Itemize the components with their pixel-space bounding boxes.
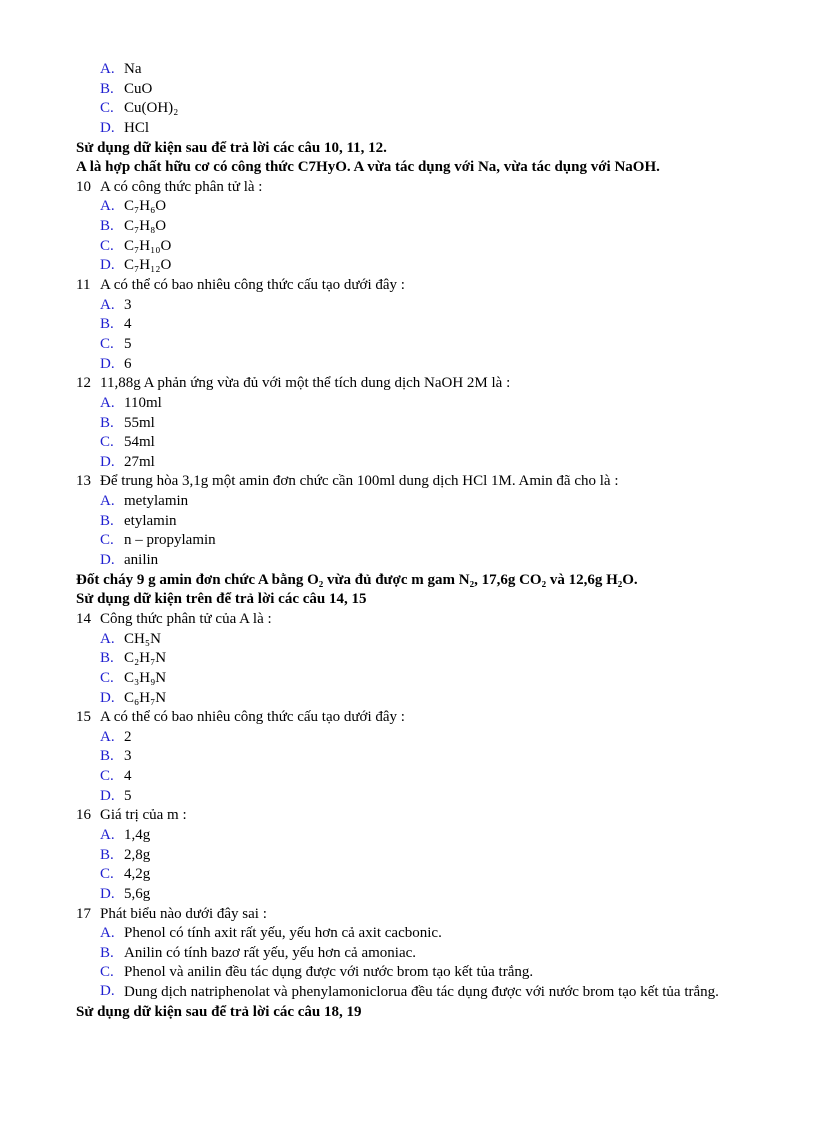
option-text: 55ml — [124, 414, 155, 431]
option-text: 4,2g — [124, 866, 151, 883]
option-text: 4 — [124, 768, 132, 785]
instruction-18-19: Sử dụng dữ kiện sau để trả lời các câu 18, 19 — [76, 1003, 362, 1020]
option-text: 5 — [124, 335, 132, 352]
option-text: Cu(OH)₂ — [124, 100, 179, 117]
option-letter: A. — [100, 630, 115, 647]
option-text: 2,8g — [124, 846, 151, 863]
option-letter: A. — [100, 826, 115, 843]
option-row — [76, 747, 746, 767]
option-row — [76, 492, 746, 512]
option-text: C₆H₇N — [124, 689, 167, 706]
question-text: Để trung hòa 3,1g một amin đơn chức cần 100ml dung dịch HCl 1M. Amin đã cho là : — [100, 473, 619, 490]
question-text: 11,88g A phản ứng vừa đủ với một thể tích dung dịch NaOH 2M là : — [100, 375, 511, 392]
option-letter: B. — [100, 414, 114, 431]
option-row — [76, 669, 746, 689]
option-row — [76, 649, 746, 669]
question-text: A có thể có bao nhiêu công thức cấu tạo dưới đây : — [100, 277, 405, 294]
question-text: Phát biểu nào dưới đây sai : — [100, 905, 267, 922]
option-letter: B. — [100, 512, 114, 529]
question-stem — [76, 276, 746, 296]
option-text: n – propylamin — [124, 532, 216, 549]
option-text: 1,4g — [124, 826, 151, 843]
option-row — [76, 197, 746, 217]
premise-14-16: Đốt cháy 9 g amin đơn chức A bằng O₂ vừa đủ được m gam N₂, 17,6g CO₂ và 12,6g H₂O. — [76, 571, 638, 588]
option-row — [76, 924, 746, 944]
option-row — [76, 60, 746, 80]
option-row — [76, 944, 746, 964]
question-16 — [76, 806, 746, 904]
option-row — [76, 512, 746, 532]
option-text: 5,6g — [124, 885, 151, 902]
question-number: 17 — [76, 905, 91, 922]
question-stem — [76, 374, 746, 394]
option-letter: C. — [100, 669, 114, 686]
option-text: 5 — [124, 787, 132, 804]
question-text: A có thể có bao nhiêu công thức cấu tạo dưới đây : — [100, 709, 405, 726]
question-14 — [76, 610, 746, 708]
option-row — [76, 256, 746, 276]
option-row — [76, 689, 746, 709]
option-letter: B. — [100, 846, 114, 863]
question-text: Công thức phân tử của A là : — [100, 610, 272, 627]
option-letter: B. — [100, 748, 114, 765]
option-text: 3 — [124, 748, 132, 765]
option-text: 54ml — [124, 434, 155, 451]
question-text: Giá trị của m : — [100, 807, 187, 824]
question-number: 14 — [76, 610, 91, 627]
question-number: 12 — [76, 375, 91, 392]
question-stem — [76, 610, 746, 630]
option-letter: C. — [100, 237, 114, 254]
option-letter: D. — [100, 552, 115, 569]
option-letter: D. — [100, 355, 115, 372]
option-row — [76, 99, 746, 119]
option-text: CH₅N — [124, 630, 161, 647]
option-letter: A. — [100, 394, 115, 411]
option-text: HCl — [124, 119, 150, 136]
option-text: 4 — [124, 316, 132, 333]
option-row — [76, 335, 746, 355]
option-letter: C. — [100, 532, 114, 549]
option-letter: D. — [100, 885, 115, 902]
option-letter: B. — [100, 316, 114, 333]
option-row — [76, 355, 746, 375]
question-17 — [76, 905, 746, 1003]
option-text: C₇H₆O — [124, 198, 167, 215]
option-text: 3 — [124, 296, 132, 313]
option-text: 110ml — [124, 394, 162, 411]
option-text: anilin — [124, 552, 159, 569]
option-text: 27ml — [124, 453, 155, 470]
option-letter: A. — [100, 198, 115, 215]
option-letter: A. — [100, 296, 115, 313]
instruction-10-12: Sử dụng dữ kiện sau để trả lời các câu 10, 11, 12. — [76, 139, 387, 156]
question-10 — [76, 178, 746, 276]
option-row — [76, 885, 746, 905]
option-text: 2 — [124, 728, 132, 745]
exam-document — [76, 60, 746, 1022]
option-text: CuO — [124, 80, 153, 97]
option-row — [76, 826, 746, 846]
question-number: 11 — [76, 277, 91, 294]
option-text: 6 — [124, 355, 132, 372]
question-number: 13 — [76, 473, 91, 490]
question-number: 10 — [76, 178, 91, 195]
question-text: A có công thức phân tử là : — [100, 178, 263, 195]
option-row — [76, 217, 746, 237]
option-letter: C. — [100, 768, 114, 785]
option-row — [76, 983, 746, 1003]
instruction-14-15: Sử dụng dữ kiện trên để trả lời các câu 14, 15 — [76, 591, 367, 608]
option-text: C₇H₁₀O — [124, 237, 172, 254]
question-stem — [76, 178, 746, 198]
option-row — [76, 453, 746, 473]
option-row — [76, 414, 746, 434]
option-row — [76, 963, 746, 983]
option-row — [76, 846, 746, 866]
question-11 — [76, 276, 746, 374]
option-letter: A. — [100, 493, 115, 510]
option-letter: B. — [100, 944, 114, 961]
option-text: Anilin có tính bazơ rất yếu, yếu hơn cả amoniac. — [124, 944, 417, 961]
option-row — [76, 787, 746, 807]
option-letter: A. — [100, 728, 115, 745]
option-letter: D. — [100, 453, 115, 470]
option-row — [76, 630, 746, 650]
option-text: Phenol có tính axit rất yếu, yếu hơn cả axit cacbonic. — [124, 925, 442, 942]
option-letter: D. — [100, 787, 115, 804]
option-row — [76, 728, 746, 748]
option-row — [76, 551, 746, 571]
question-12 — [76, 374, 746, 472]
option-letter: B. — [100, 218, 114, 235]
question-stem — [76, 806, 746, 826]
option-letter: D. — [100, 689, 115, 706]
option-letter: D. — [100, 257, 115, 274]
option-letter: C. — [100, 964, 114, 981]
option-text: C₂H₇N — [124, 650, 167, 667]
option-row — [76, 315, 746, 335]
option-text: etylamin — [124, 512, 177, 529]
option-row — [76, 296, 746, 316]
option-text: C₇H₈O — [124, 218, 167, 235]
option-letter: C. — [100, 100, 114, 117]
option-letter: D. — [100, 983, 115, 1000]
question-9-options — [76, 60, 746, 139]
question-stem — [76, 472, 746, 492]
option-row — [76, 865, 746, 885]
option-text: C₇H₁₂O — [124, 257, 172, 274]
question-13 — [76, 472, 746, 570]
option-row — [76, 433, 746, 453]
option-letter: C. — [100, 434, 114, 451]
option-letter: B. — [100, 650, 114, 667]
question-15 — [76, 708, 746, 806]
option-letter: B. — [100, 80, 114, 97]
option-text: Dung dịch natriphenolat và phenylamoniclorua đều tác dụng được với nước brom tạo kết tủa trắng. — [124, 984, 719, 1001]
option-letter: D. — [100, 119, 115, 136]
option-row — [76, 531, 746, 551]
premise-10-12: A là hợp chất hữu cơ có công thức C7HyO. A vừa tác dụng với Na, vừa tác dụng với NaOH. — [76, 159, 660, 176]
option-text: C₃H₉N — [124, 669, 167, 686]
option-row — [76, 767, 746, 787]
option-row — [76, 237, 746, 257]
option-letter: C. — [100, 866, 114, 883]
option-letter: C. — [100, 335, 114, 352]
option-text: Phenol và anilin đều tác dụng được với nước brom tạo kết tủa trắng. — [124, 964, 534, 981]
option-letter: A. — [100, 925, 115, 942]
option-row — [76, 119, 746, 139]
option-row — [76, 394, 746, 414]
option-text: Na — [124, 61, 142, 77]
option-text: metylamin — [124, 493, 189, 510]
question-stem — [76, 905, 746, 925]
question-stem — [76, 708, 746, 728]
question-number: 15 — [76, 709, 91, 726]
question-number: 16 — [76, 807, 91, 824]
option-row — [76, 80, 746, 100]
option-letter: A. — [100, 61, 115, 77]
